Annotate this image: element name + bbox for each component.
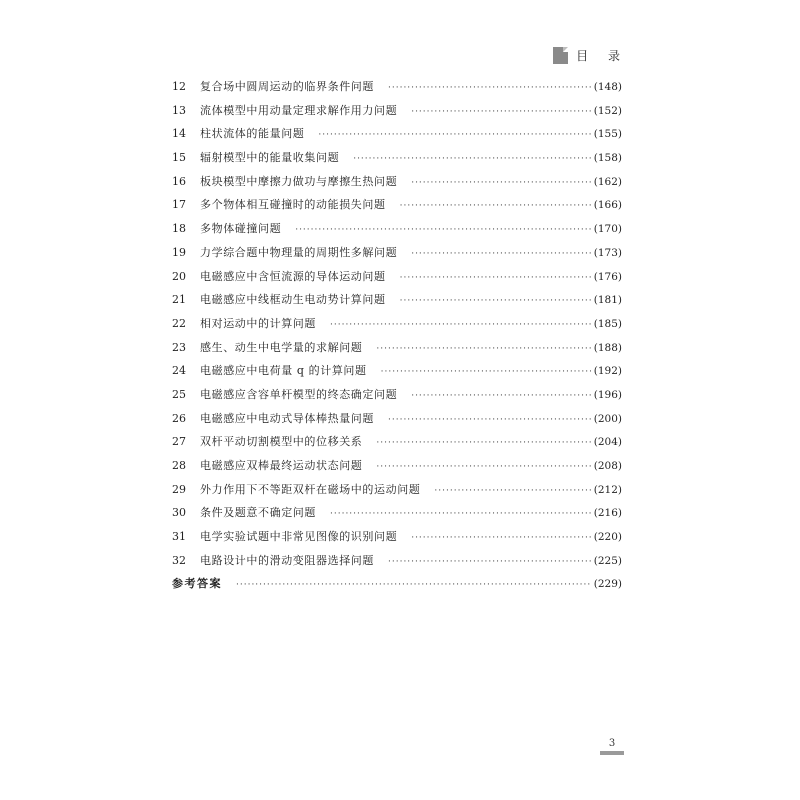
toc-title: 多个物体相互碰撞时的动能损失问题 — [200, 198, 386, 212]
toc-leader-dots — [330, 314, 591, 338]
toc-entry-19 — [172, 241, 622, 265]
toc-title: 参考答案 — [172, 577, 222, 591]
toc-page: (176) — [593, 270, 622, 283]
page-footer — [600, 738, 624, 755]
toc-leader-dots — [295, 219, 591, 243]
toc-page: (158) — [593, 152, 622, 165]
header-title: 目 录 — [576, 49, 628, 63]
toc-number: 27 — [172, 435, 186, 449]
page-header — [553, 47, 628, 64]
toc-leader-dots — [411, 243, 591, 267]
toc-entry-21 — [172, 288, 622, 312]
toc-title: 力学综合题中物理量的周期性多解问题 — [200, 245, 398, 259]
toc-number: 23 — [172, 340, 186, 354]
toc-number: 19 — [172, 245, 186, 259]
toc-leader-dots — [376, 456, 590, 480]
toc-number: 18 — [172, 222, 186, 236]
toc-number: 31 — [172, 530, 186, 544]
toc-title: 外力作用下不等距双杆在磁场中的运动问题 — [200, 482, 421, 496]
toc-leader-dots — [411, 385, 591, 409]
toc-title: 电磁感应中电荷量 q 的计算问题 — [200, 364, 367, 378]
toc-page: (220) — [593, 531, 622, 544]
toc-title: 流体模型中用动量定理求解作用力问题 — [200, 103, 398, 117]
toc-leader-dots — [381, 361, 591, 385]
toc-page: (192) — [593, 365, 622, 378]
toc-leader-dots — [400, 195, 591, 219]
table-of-contents — [172, 75, 622, 596]
toc-page: (170) — [593, 223, 622, 236]
toc-page: (204) — [593, 436, 622, 449]
toc-entry-23 — [172, 336, 622, 360]
toc-page: (155) — [593, 128, 622, 141]
toc-title: 多物体碰撞问题 — [200, 222, 282, 236]
toc-number: 21 — [172, 293, 186, 307]
toc-leader-dots — [376, 432, 590, 456]
toc-title: 电学实验试题中非常见图像的识别问题 — [200, 530, 398, 544]
toc-page: (229) — [593, 578, 622, 591]
toc-leader-dots — [411, 101, 591, 125]
toc-title: 感生、动生中电学量的求解问题 — [200, 340, 363, 354]
toc-title: 条件及题意不确定问题 — [200, 506, 316, 520]
toc-number: 22 — [172, 316, 186, 330]
toc-entry-20 — [172, 265, 622, 289]
toc-entry-27 — [172, 430, 622, 454]
toc-number: 30 — [172, 506, 186, 520]
toc-title: 柱状流体的能量问题 — [200, 127, 305, 141]
toc-leader-dots — [376, 338, 590, 362]
toc-entry-15 — [172, 146, 622, 170]
toc-page: (200) — [593, 412, 622, 425]
toc-leader-dots — [400, 290, 591, 314]
page-number-rule — [600, 751, 624, 755]
toc-title: 电磁感应中含恒流源的导体运动问题 — [200, 269, 386, 283]
toc-page: (181) — [593, 294, 622, 307]
toc-entry-26 — [172, 407, 622, 431]
toc-number: 25 — [172, 387, 186, 401]
toc-entry-14 — [172, 122, 622, 146]
toc-entry-17 — [172, 193, 622, 217]
toc-page: (208) — [593, 460, 622, 472]
toc-leader-dots — [411, 527, 591, 551]
toc-leader-dots — [388, 551, 591, 575]
page-number: 3 — [608, 738, 616, 749]
toc-page: (166) — [593, 199, 622, 212]
toc-page: (188) — [593, 341, 622, 354]
toc-title: 电磁感应中电动式导体棒热量问题 — [200, 411, 374, 425]
toc-leader-dots — [330, 503, 591, 527]
toc-page: (185) — [593, 317, 622, 330]
toc-entry-22 — [172, 312, 622, 336]
toc-title: 板块模型中摩擦力做功与摩擦生热问题 — [200, 174, 398, 188]
toc-title: 电磁感应中线框动生电动势计算问题 — [200, 293, 386, 307]
toc-title: 复合场中圆周运动的临界条件问题 — [200, 80, 374, 93]
toc-title: 电磁感应含容单杆模型的终态确定问题 — [200, 387, 398, 401]
toc-entry-31 — [172, 525, 622, 549]
toc-number: 15 — [172, 151, 186, 165]
toc-entry-13 — [172, 99, 622, 123]
toc-number: 24 — [172, 364, 186, 378]
toc-number: 32 — [172, 553, 186, 567]
toc-number: 26 — [172, 411, 186, 425]
toc-page: (212) — [593, 483, 622, 496]
toc-page: (225) — [593, 554, 622, 567]
toc-entry-29 — [172, 478, 622, 502]
toc-leader-dots — [411, 172, 591, 196]
toc-leader-dots — [236, 574, 591, 598]
toc-number: 12 — [172, 80, 186, 93]
toc-number: 13 — [172, 103, 186, 117]
bookmark-icon — [553, 47, 568, 64]
toc-page: (148) — [593, 81, 622, 93]
toc-entry-18 — [172, 217, 622, 241]
toc-leader-dots — [434, 480, 590, 504]
toc-number: 20 — [172, 269, 186, 283]
toc-page: (162) — [593, 175, 622, 188]
toc-entry-12 — [172, 75, 622, 99]
toc-entry-32 — [172, 549, 622, 573]
toc-leader-dots — [388, 77, 591, 101]
toc-title: 辐射模型中的能量收集问题 — [200, 151, 340, 165]
toc-number: 28 — [172, 459, 186, 472]
toc-title: 电磁感应双棒最终运动状态问题 — [200, 459, 363, 472]
toc-entry-16 — [172, 170, 622, 194]
toc-title: 双杆平动切割模型中的位移关系 — [200, 435, 363, 449]
toc-number: 29 — [172, 482, 186, 496]
toc-number: 16 — [172, 174, 186, 188]
toc-number: 17 — [172, 198, 186, 212]
toc-leader-dots — [400, 267, 591, 291]
toc-leader-dots — [318, 124, 590, 148]
toc-entry-30 — [172, 501, 622, 525]
toc-page: (173) — [593, 246, 622, 259]
toc-entry-answers — [172, 572, 622, 596]
toc-leader-dots — [388, 409, 591, 433]
toc-title: 相对运动中的计算问题 — [200, 316, 316, 330]
toc-title: 电路设计中的滑动变阻器选择问题 — [200, 553, 374, 567]
toc-leader-dots — [353, 148, 591, 172]
toc-page: (216) — [593, 507, 622, 520]
toc-entry-24 — [172, 359, 622, 383]
toc-page: (152) — [593, 104, 622, 117]
toc-page: (196) — [593, 388, 622, 401]
toc-entry-25 — [172, 383, 622, 407]
toc-number: 14 — [172, 127, 186, 141]
toc-entry-28 — [172, 454, 622, 478]
